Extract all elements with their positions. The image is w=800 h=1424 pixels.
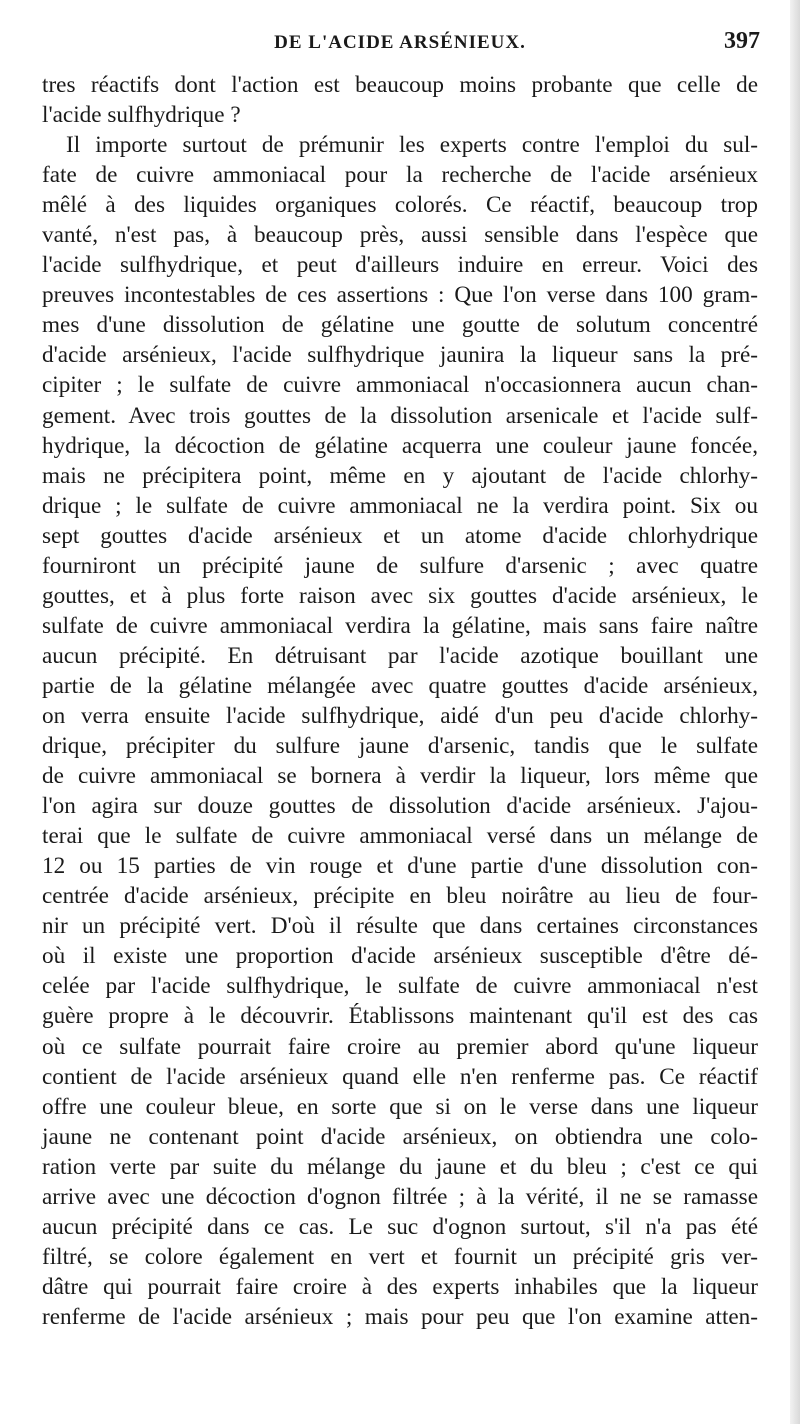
text-line: renferme de l'acide arsénieux ; mais pour peu que l'on examine atten- [42, 1303, 758, 1330]
text-line: l'acide sulfhydrique, et peut d'ailleurs induire en erreur. Voici des [42, 252, 758, 279]
text-line: celée par l'acide sulfhydrique, le sulfate de cuivre ammoniacal n'est [42, 973, 758, 1000]
text-line: preuves incontestables de ces assertions : Que l'on verse dans 100 gram- [42, 282, 758, 309]
paragraph [42, 70, 758, 130]
text-line: drique ; le sulfate de cuivre ammoniacal ne la verdira point. Six ou [42, 492, 758, 519]
body-text [42, 70, 758, 1332]
text-line: dâtre qui pourrait faire croire à des experts inhabiles que la liqueur [42, 1273, 758, 1300]
text-line: sulfate de cuivre ammoniacal verdira la gélatine, mais sans faire naître [42, 612, 758, 639]
text-line: tres réactifs dont l'action est beaucoup moins probante que celle de [42, 72, 758, 98]
text-line: filtré, se colore également en vert et fournit un précipité gris ver- [42, 1243, 758, 1270]
text-line: l'acide sulfhydrique ? [42, 102, 241, 129]
text-line: aucun précipité. En détruisant par l'acide azotique bouillant une [42, 642, 758, 669]
text-line: de cuivre ammoniacal se bornera à verdir la liqueur, lors même que [42, 763, 758, 790]
text-line: on verra ensuite l'acide sulfhydrique, aidé d'un peu d'acide chlorhy- [42, 702, 758, 729]
text-line: arrive avec une décoction d'ognon filtrée ; à la vérité, il ne se ramasse [42, 1183, 758, 1210]
text-line: gouttes, et à plus forte raison avec six gouttes d'acide arsénieux, le [42, 582, 758, 609]
text-line: gement. Avec trois gouttes de la dissolution arsenicale et l'acide sulf- [42, 402, 758, 429]
text-line: jaune ne contenant point d'acide arsénieux, on obtiendra une colo- [42, 1123, 758, 1150]
running-title: DE L'ACIDE ARSÉNIEUX. [274, 32, 526, 53]
text-line: Il importe surtout de prémunir les experts contre l'emploi du sul- [66, 132, 758, 159]
text-line: mes d'une dissolution de gélatine une goutte de solutum concentré [42, 312, 758, 339]
text-line: fourniront un précipité jaune de sulfure d'arsenic ; avec quatre [42, 552, 758, 579]
text-line: terai que le sulfate de cuivre ammoniacal versé dans un mélange de [42, 823, 758, 850]
text-line: l'on agira sur douze gouttes de dissolution d'acide arsénieux. J'ajou- [42, 793, 758, 820]
text-line: hydrique, la décoction de gélatine acquerra une couleur jaune foncée, [42, 432, 758, 459]
text-line: mêlé à des liquides organiques colorés. Ce réactif, beaucoup trop [42, 192, 758, 219]
text-line: vanté, n'est pas, à beaucoup près, aussi sensible dans l'espèce que [42, 222, 758, 249]
text-line: où ce sulfate pourrait faire croire au premier abord qu'une liqueur [42, 1033, 758, 1060]
paragraph [42, 130, 758, 1332]
text-line: mais ne précipitera point, même en y ajoutant de l'acide chlorhy- [42, 462, 758, 489]
text-line: offre une couleur bleue, en sorte que si on le verse dans une liqueur [42, 1093, 758, 1120]
text-line: aucun précipité dans ce cas. Le suc d'ognon surtout, s'il n'a pas été [42, 1213, 758, 1240]
text-line: contient de l'acide arsénieux quand elle n'en renferme pas. Ce réactif [42, 1063, 758, 1090]
text-line: drique, précipiter du sulfure jaune d'arsenic, tandis que le sulfate [42, 733, 758, 760]
text-line: sept gouttes d'acide arsénieux et un atome d'acide chlorhydrique [42, 522, 758, 549]
text-line: nir un précipité vert. D'où il résulte que dans certaines circonstances [42, 913, 758, 940]
text-line: 12 ou 15 parties de vin rouge et d'une partie d'une dissolution con- [42, 853, 758, 880]
text-line: où il existe une proportion d'acide arsénieux susceptible d'être dé- [42, 943, 758, 970]
text-line: fate de cuivre ammoniacal pour la recherche de l'acide arsénieux [42, 162, 758, 189]
text-line: centrée d'acide arsénieux, précipite en bleu noirâtre au lieu de four- [42, 883, 758, 910]
page-number: 397 [724, 28, 760, 54]
page-edge-shadow [790, 0, 800, 1424]
text-line: ration verte par suite du mélange du jaune et du bleu ; c'est ce qui [42, 1153, 758, 1180]
running-head [40, 28, 760, 62]
text-line: d'acide arsénieux, l'acide sulfhydrique jaunira la liqueur sans la pré- [42, 342, 758, 369]
text-line: partie de la gélatine mélangée avec quatre gouttes d'acide arsénieux, [42, 672, 758, 699]
text-line: cipiter ; le sulfate de cuivre ammoniacal n'occasionnera aucun chan- [42, 372, 758, 399]
text-line: guère propre à le découvrir. Établissons maintenant qu'il est des cas [42, 1003, 758, 1030]
